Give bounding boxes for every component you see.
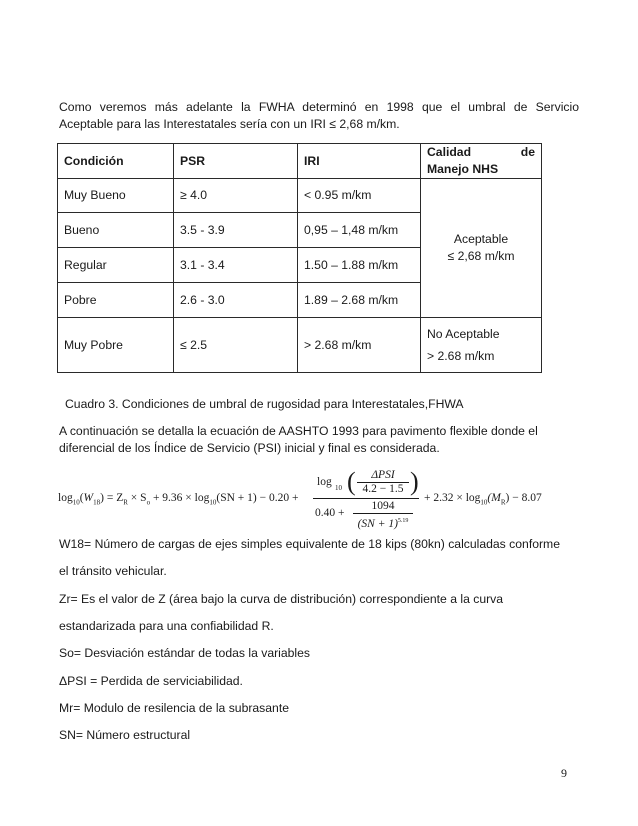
eq-den-den: (SN + 1) [357,517,398,530]
eq-delta-psi: ΔPSI [357,469,409,483]
eq-log: log [58,492,73,504]
eq-mr-sub: R [500,498,506,507]
eq-psi-range: 4.2 − 1.5 [362,483,404,495]
eq-num-log: log [317,476,332,488]
cell-psr: ≤ 2.5 [174,318,298,373]
para2-line-2: diferencial de los Índice de Servicio (PSI) inicial y final es considerada. [59,441,440,455]
def-w18-line-2: el tránsito vehicular. [59,564,167,578]
def-w18-line-1: W18= Número de cargas de ejes simples equivalente de 18 kips (80kn) calculadas conforme [59,537,560,551]
header-calidad-a: Calidad [427,145,472,159]
cell-iri: < 0.95 m/km [298,179,421,213]
eq-z-sub: R [123,498,128,507]
eq-denominator [313,498,419,529]
eq-numerator: log 10 ( ΔPSI 4.2 − 1.5 ) [317,467,419,496]
eq-tail: + 2.32 × log [424,492,481,504]
header-condicion: Condición [58,144,174,179]
condition-table [57,143,542,373]
eq-den-a: 0.40 + [315,507,345,519]
table-row [58,318,542,373]
eq-sn1: (SN + 1) − 0.20 + [216,492,299,504]
page-number: 9 [561,766,567,780]
cell-condicion: Bueno [58,213,174,248]
def-so: So= Desviación estándar de todas la variables [59,646,311,660]
cell-psr: ≥ 4.0 [174,179,298,213]
eq-num-sub: 10 [335,484,342,492]
cell-psr: 2.6 - 3.0 [174,283,298,318]
header-calidad [421,144,542,179]
cell-iri: 1.89 – 2.68 m/km [298,283,421,318]
eq-term2: + 9.36 × log [152,492,210,504]
def-mr: Mr= Modulo de resilencia de la subrasante [59,701,289,715]
header-calidad-b: de [520,145,535,159]
eq-term2-sub: 10 [209,498,217,507]
cell-aceptable [421,179,542,318]
eq-fraction [313,468,419,529]
intro-line-1: Como veremos más adelante la FWHA determinó en 1998 que el umbral de Servicio [59,100,579,114]
cell-condicion: Muy Bueno [58,179,174,213]
def-sn: SN= Número estructural [59,728,191,742]
eq-mr-end: ) − 8.07 [505,492,542,504]
cell-iri: 1.50 – 1.88 m/km [298,248,421,283]
cell-iri: > 2.68 m/km [298,318,421,373]
aashto-equation: $\log_{10}(W_{18}) = Z_R \times S_o + 9.36 \times \log_{10}(SN + 1) - 0.20$ + log 10 ( ΔPSI 4.2 − 1.5 ) 0.40 + 1094 (SN + 1)$^{5.19}$ + $2.32 \times \log_{10}(M_R) - 8.07$ [58,467,542,530]
def-zr-line-2: estandarizada para una confiabilidad R. [59,619,274,633]
table-row [58,179,542,213]
header-psr: PSR [174,144,298,179]
aceptable-threshold: ≤ 2,68 m/km [447,249,515,263]
eq-den-num: 1094 [353,500,413,514]
cell-condicion: Regular [58,248,174,283]
intro-line-2: Aceptable para las Interestatales sería con un IRI ≤ 2,68 m/km. [59,117,400,131]
header-calidad-c: Manejo NHS [427,162,499,176]
eq-w-sub: 18 [93,498,101,507]
table-header-row [58,144,542,179]
aceptable-label: Aceptable [453,232,509,246]
cell-iri: 0,95 – 1,48 m/km [298,213,421,248]
def-zr-line-1: Zr= Es el valor de Z (área bajo la curva de distribución) correspondiente a la curva [59,592,504,606]
eq-z: = Z [106,492,124,504]
no-aceptable-threshold: > 2.68 m/km [427,349,495,363]
header-iri: IRI [298,144,421,179]
no-aceptable-label: No Aceptable [427,327,500,341]
cell-psr: 3.5 - 3.9 [174,213,298,248]
cell-psr: 3.1 - 3.4 [174,248,298,283]
eq-s: × S [130,492,147,504]
eq-mr: (M [487,492,501,504]
eq-w: W [83,492,94,504]
eq-log-sub: 10 [72,498,80,507]
eq-tail-sub: 10 [480,498,488,507]
para2-line-1: A continuación se detalla la ecuación de AASHTO 1993 para pavimento flexible donde el [59,424,538,438]
cell-no-aceptable [421,318,542,373]
eq-exp: 5.19 [397,518,409,524]
cell-condicion: Pobre [58,283,174,318]
table-caption: Cuadro 3. Condiciones de umbral de rugosidad para Interestatales,FHWA [65,397,464,411]
eq-s-sub: o [146,498,151,507]
def-delta-psi: ΔPSI = Perdida de serviciabilidad. [59,674,243,688]
cell-condicion: Muy Pobre [58,318,174,373]
